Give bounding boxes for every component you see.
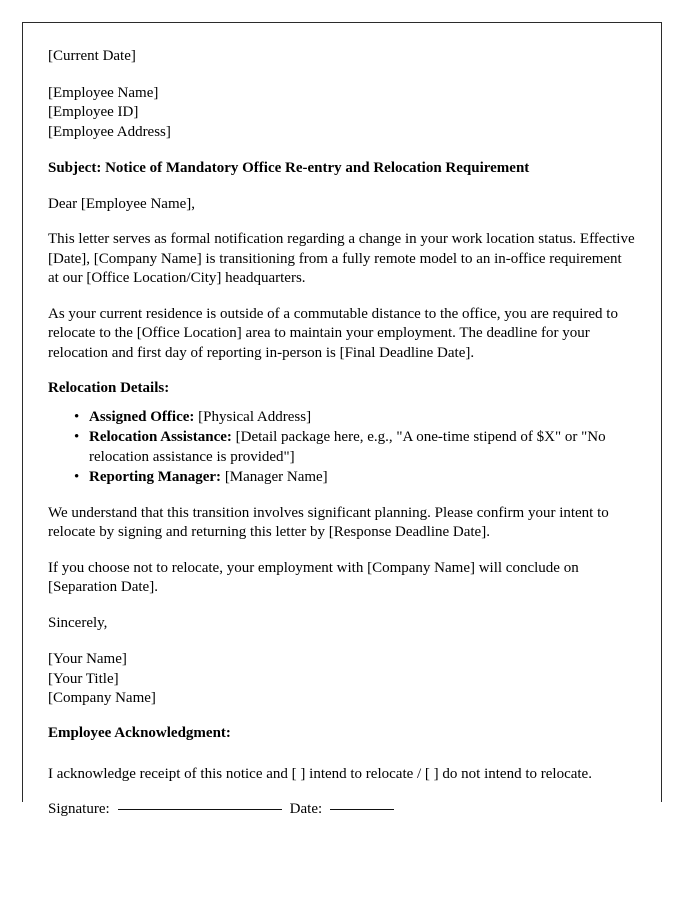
letter-body [48,47,636,819]
recipient-name: [Employee Name] [48,84,159,101]
bullet-icon: • [74,469,80,485]
detail-value: [Manager Name] [224,469,328,485]
detail-label: Assigned Office: [89,408,195,425]
acknowledgment-statement: I acknowledge receipt of this notice and [ ] intend to relocate / [ ] do not intend to relocate. [48,766,592,782]
detail-label: Relocation Assistance: [89,429,232,445]
subject-line: Subject: Notice of Mandatory Office Re-entry and Relocation Requirement [48,160,530,176]
list-item [48,428,636,467]
relocation-details-list [48,408,636,488]
spacer [48,142,636,159]
paragraph-work-location-change: This letter serves as formal notification regarding a change in your work location status. Effective [Date], [Company Name] is transitioning from a fully remote model to an in-office requirement at our [Office Location/City] headquarters. [48,231,635,286]
paragraph-relocation-requirement: As your current residence is outside of a commutable distance to the office, you are required to relocate to the [Office Location] area to maintain your employment. The deadline for your relocation and first day of reporting in-person is [Final Deadline Date]. [48,305,618,361]
date-blank-field[interactable] [330,809,394,810]
paragraph-confirm-intent: We understand that this transition involves significant planning. Please confirm your intent to relocate by signing and returning this letter by [Response Deadline Date]. [48,504,609,540]
signature-blank-field[interactable] [118,809,282,810]
spacer [48,785,636,800]
sender-company: [Company Name] [48,690,156,706]
salutation: Dear [Employee Name], [48,195,196,212]
recipient-address: [Employee Address] [48,123,171,140]
bullet-icon: • [74,429,80,445]
employee-acknowledgment-heading: Employee Acknowledgment: [48,724,231,741]
spacer [48,752,636,765]
list-item [48,408,636,428]
signature-label: Signature: [48,800,110,817]
closing: Sincerely, [48,614,108,631]
spacer [48,67,636,84]
sender-title: [Your Title] [48,670,119,687]
list-item [48,468,636,488]
bullet-icon: • [74,408,80,425]
spacer [48,633,636,650]
detail-value: [Detail package here, e.g., "A one-time stipend of $X" or "No relocation assistance is provided"] [89,429,606,465]
document-page-frame [22,22,662,817]
spacer [48,709,636,724]
paragraph-separation: If you choose not to relocate, your employment with [Company Name] will conclude on [Separation Date]. [48,559,579,595]
detail-label: Reporting Manager: [89,469,222,485]
sender-name: [Your Name] [48,651,127,667]
detail-value: [Physical Address] [198,408,312,425]
date-label: Date: [289,800,323,817]
recipient-id: [Employee ID] [48,104,139,120]
signature-row [48,800,636,820]
relocation-details-heading: Relocation Details: [48,380,170,396]
current-date-placeholder: [Current Date] [48,48,136,64]
